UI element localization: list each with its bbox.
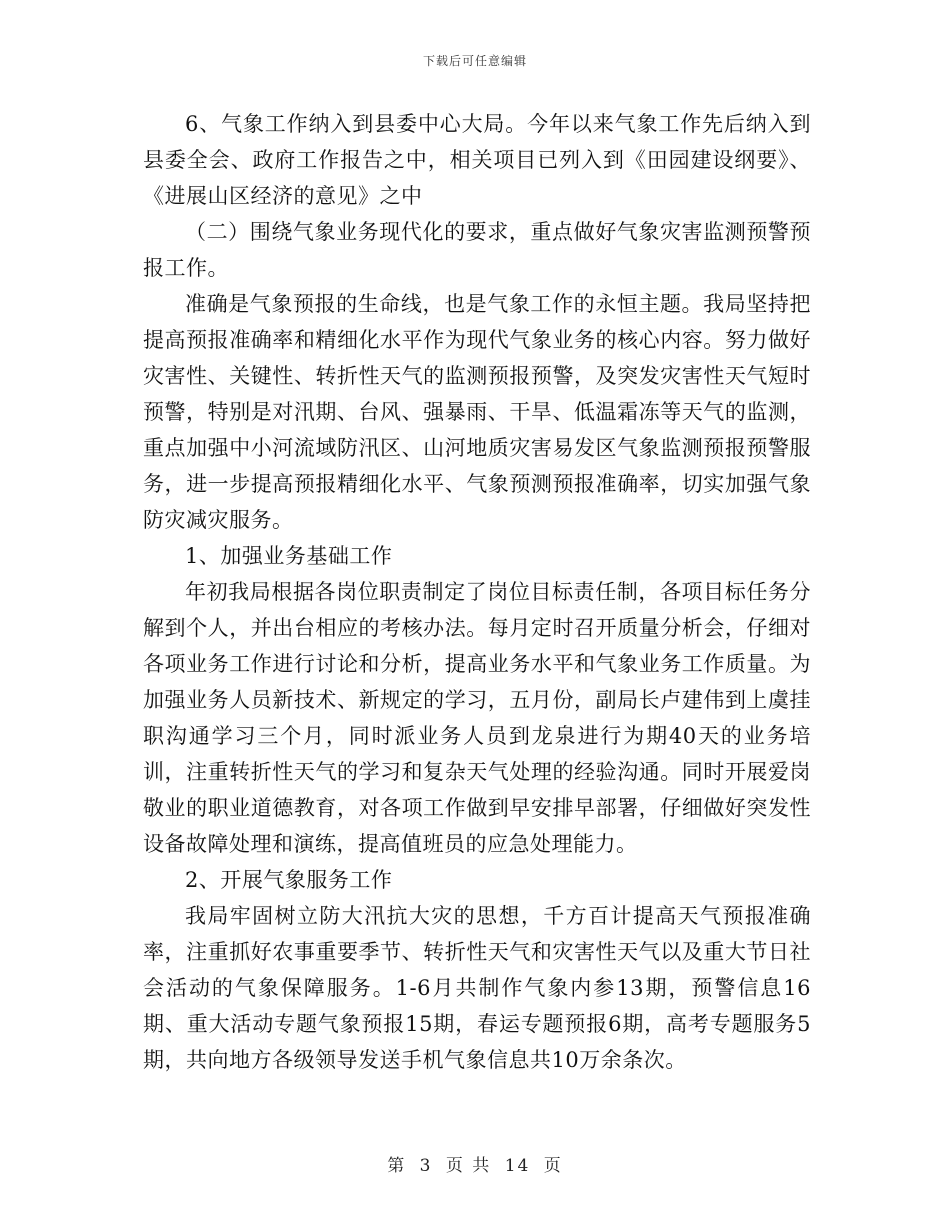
footer-suffix: 页 <box>543 1156 563 1176</box>
page-header: 下载后可任意编辑 <box>422 54 527 68</box>
paragraph-service-work: 我局牢固树立防大汛抗大灾的思想，千方百计提高天气预报准确率，注重抓好农事重要季节、转折性天气和灾害性天气以及重大节日社会活动的气象保障服务。1-6月共制作气象内参13期，预警信息16期、重大活动专题气象预报15期，春运专题预报6期，高考专题服务5期，共向地方各级领导发送手机气象信息共10万余条次。 <box>143 904 811 1072</box>
subheading-2: 2、开展气象服务工作 <box>185 868 393 892</box>
subheading-1: 1、加强业务基础工作 <box>185 544 393 568</box>
paragraph-basic-work: 年初我局根据各岗位职责制定了岗位目标责任制，各项目标任务分解到个人，并出台相应的考核办法。每月定时召开质量分析会，仔细对各项业务工作进行讨论和分析，提高业务水平和气象业务工作质量。为加强业务人员新技术、新规定的学习，五月份，副局长卢建伟到上虞挂职沟通学习三个月，同时派业务人员到龙泉进行为期40天的业务培训，注重转折性天气的学习和复杂天气处理的经验沟通。同时开展爱岗敬业的职业道德教育，对各项工作做到早安排早部署，仔细做好突发性设备故障处理和演练，提高值班员的应急处理能力。 <box>143 580 811 856</box>
footer-middle: 页 共 <box>445 1156 492 1176</box>
section-heading-2: （二）围绕气象业务现代化的要求，重点做好气象灾害监测预警预报工作。 <box>143 220 811 280</box>
footer-total-pages: 14 <box>504 1156 531 1176</box>
footer-page-number: 3 <box>419 1156 433 1176</box>
page-footer <box>0 1151 950 1176</box>
paragraph-item-6: 6、气象工作纳入到县委中心大局。今年以来气象工作先后纳入到县委全会、政府工作报告之中，相关项目已列入到《田园建设纲要》、《进展山区经济的意见》之中 <box>143 112 811 208</box>
document-body <box>143 106 811 1078</box>
footer-prefix: 第 <box>387 1156 407 1176</box>
paragraph-accuracy: 准确是气象预报的生命线，也是气象工作的永恒主题。我局坚持把提高预报准确率和精细化水平作为现代气象业务的核心内容。努力做好灾害性、关键性、转折性天气的监测预报预警，及突发灾害性天气短时预警，特别是对汛期、台风、强暴雨、干旱、低温霜冻等天气的监测，重点加强中小河流域防汛区、山河地质灾害易发区气象监测预报预警服务，进一步提高预报精细化水平、气象预测预报准确率，切实加强气象防灾减灾服务。 <box>143 292 811 532</box>
